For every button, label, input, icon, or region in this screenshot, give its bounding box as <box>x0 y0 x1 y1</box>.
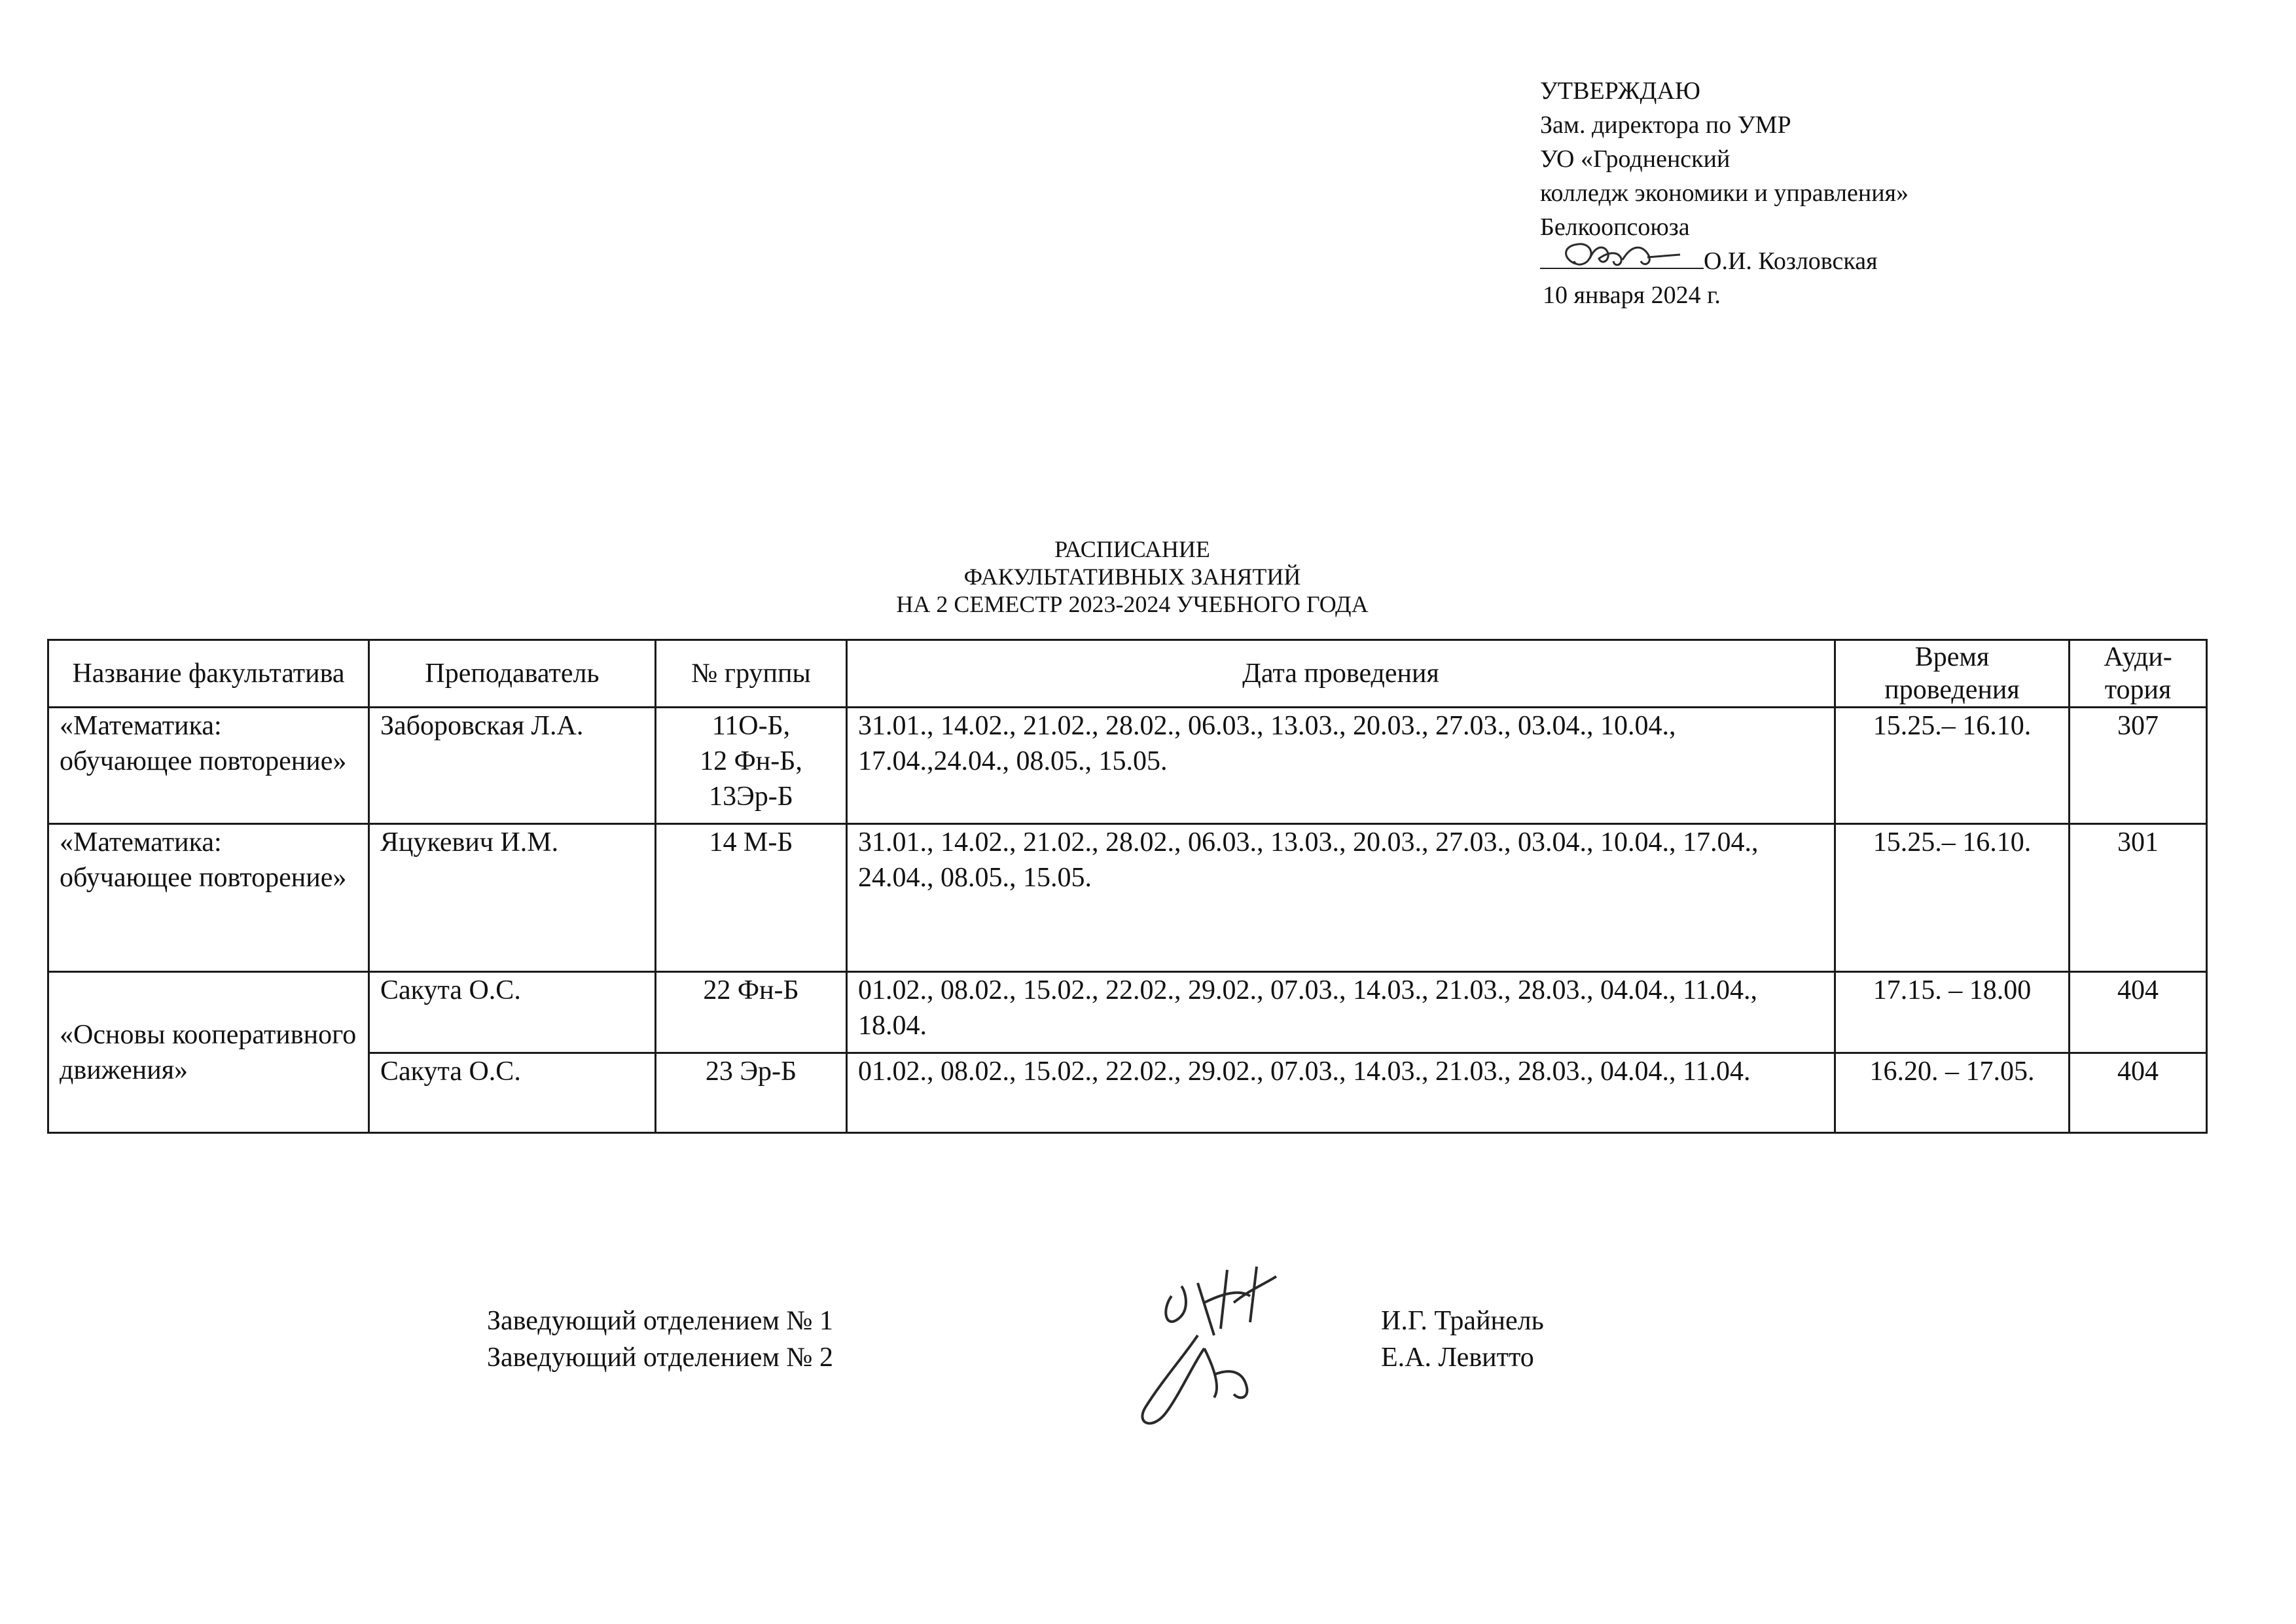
header-dates: Дата проведения <box>847 640 1835 708</box>
cell-time: 15.25.– 16.10. <box>1835 708 2070 824</box>
group-line: 11О-Б, <box>711 711 791 741</box>
footer-role-1: Заведующий отделением № 1 <box>487 1306 833 1336</box>
cell-name: «Математика: обучающее повторение» <box>48 824 369 972</box>
document-title <box>0 535 2265 618</box>
footer-roles <box>487 1303 833 1376</box>
title-line-3: НА 2 СЕМЕСТР 2023-2024 УЧЕБНОГО ГОДА <box>896 591 1369 617</box>
cell-room: 301 <box>2070 824 2207 972</box>
cell-group <box>656 708 847 824</box>
cell-group <box>656 824 847 972</box>
footer-name-2: Е.А. Левитто <box>1381 1343 1534 1373</box>
approval-block <box>1540 74 1909 312</box>
approval-signature-line <box>1540 244 1909 278</box>
table-row <box>48 708 2207 824</box>
cell-name: «Основы кооперативного движения» <box>48 972 369 1133</box>
approval-signature <box>1549 239 1687 278</box>
cell-dates: 01.02., 08.02., 15.02., 22.02., 29.02., 07.03., 14.03., 21.03., 28.03., 04.04., 11.04., 18.04. <box>847 972 1835 1053</box>
schedule-table <box>47 639 2208 1134</box>
group-line: 13Эр-Б <box>709 782 793 812</box>
cell-room: 404 <box>2070 972 2207 1053</box>
header-name: Название факультатива <box>48 640 369 708</box>
cell-teacher: Заборовская Л.А. <box>369 708 656 824</box>
approval-org-line3: Белкоопсоюза <box>1540 213 1690 241</box>
group-line: 14 М-Б <box>709 827 793 857</box>
approval-position: Зам. директора по УМР <box>1540 111 1791 139</box>
cell-room: 404 <box>2070 1053 2207 1133</box>
cell-time: 17.15. – 18.00 <box>1835 972 2070 1053</box>
table-header-row <box>48 640 2207 708</box>
cell-teacher: Яцукевич И.М. <box>369 824 656 972</box>
header-room: Ауди-тория <box>2070 640 2207 708</box>
group-line: 12 Фн-Б, <box>700 746 802 776</box>
approval-heading: УТВЕРЖДАЮ <box>1540 77 1700 105</box>
cell-teacher: Сакута О.С. <box>369 972 656 1053</box>
header-teacher: Преподаватель <box>369 640 656 708</box>
cell-dates: 31.01., 14.02., 21.02., 28.02., 06.03., 13.03., 20.03., 27.03., 03.04., 10.04., 17.04., 24.04., 08.05., 15.05. <box>847 824 1835 972</box>
table-row <box>48 972 2207 1053</box>
approval-date: 10 января 2024 г. <box>1543 281 1721 309</box>
cell-time: 15.25.– 16.10. <box>1835 824 2070 972</box>
cell-name: «Математика: обучающее повторение» <box>48 708 369 824</box>
signature-blank <box>1540 248 1704 269</box>
group-line: 22 Фн-Б <box>703 975 799 1005</box>
header-time: Время проведения <box>1835 640 2070 708</box>
approval-signer: О.И. Козловская <box>1704 247 1878 275</box>
cell-group <box>656 972 847 1053</box>
cell-dates: 01.02., 08.02., 15.02., 22.02., 29.02., 07.03., 14.03., 21.03., 28.03., 04.04., 11.04. <box>847 1053 1835 1133</box>
cell-teacher: Сакута О.С. <box>369 1053 656 1133</box>
cell-dates: 31.01., 14.02., 21.02., 28.02., 06.03., 13.03., 20.03., 27.03., 03.04., 10.04., 17.04.,24.04., 08.05., 15.05. <box>847 708 1835 824</box>
approval-org-line1: УО «Гродненский <box>1540 145 1731 173</box>
group-line: 23 Эр-Б <box>705 1056 797 1087</box>
footer-signatures <box>1100 1257 1309 1440</box>
cell-group <box>656 1053 847 1133</box>
header-group: № группы <box>656 640 847 708</box>
title-line-2: ФАКУЛЬТАТИВНЫХ ЗАНЯТИЙ <box>963 564 1301 590</box>
cell-time: 16.20. – 17.05. <box>1835 1053 2070 1133</box>
footer-role-2: Заведующий отделением № 2 <box>487 1343 833 1373</box>
footer-names <box>1381 1303 1544 1376</box>
cell-room: 307 <box>2070 708 2207 824</box>
table-row <box>48 1053 2207 1133</box>
title-line-1: РАСПИСАНИЕ <box>1054 536 1210 562</box>
footer-name-1: И.Г. Трайнель <box>1381 1306 1544 1336</box>
table-row <box>48 824 2207 972</box>
approval-org-line2: колледж экономики и управления» <box>1540 179 1909 207</box>
